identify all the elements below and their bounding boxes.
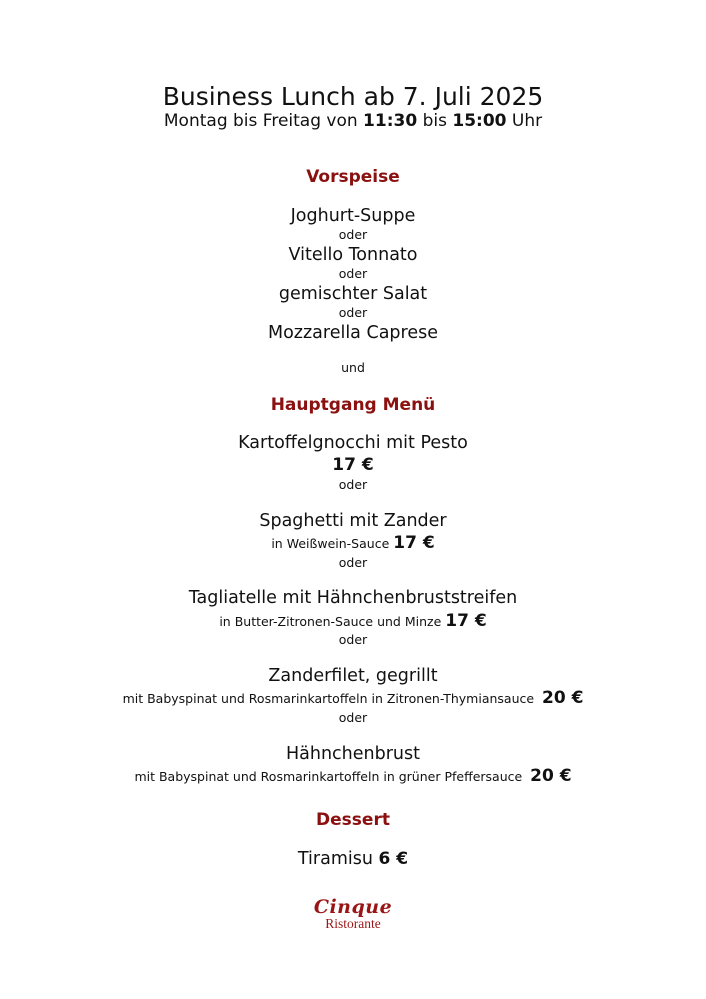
main-dish-price: 17 €: [445, 611, 487, 631]
main-dish-description: in Weißwein-Sauce: [271, 536, 390, 551]
oder-separator: oder: [338, 227, 368, 242]
dessert-name: Tiramisu: [297, 849, 373, 869]
oder-separator: oder: [338, 266, 368, 281]
main-dish-name: Kartoffelgnocchi mit Pesto: [238, 433, 468, 453]
main-dish-price: 20 €: [530, 766, 572, 786]
oder-separator: oder: [338, 632, 368, 647]
hours-text-post: Uhr: [511, 111, 543, 131]
main-dish-price-line: [0, 454, 706, 476]
logo-tagline: Ristorante: [325, 916, 381, 931]
starter-item: Vitello Tonnato: [288, 245, 418, 265]
page-title: Business Lunch ab 7. Juli 2025: [162, 82, 544, 111]
restaurant-logo: [0, 897, 706, 931]
und-separator: und: [341, 360, 365, 375]
starter-item: Joghurt-Suppe: [290, 206, 416, 226]
main-dish-detail-line: [0, 766, 706, 787]
hours-text-pre: Montag bis Freitag von: [163, 111, 358, 131]
main-dish-name: Tagliatelle mit Hähnchenbruststreifen: [188, 588, 518, 608]
section-heading-hauptgang: Hauptgang Menü: [270, 395, 436, 415]
main-dish-name: Zanderfilet, gegrillt: [268, 666, 438, 686]
main-dish-detail-line: [0, 688, 706, 709]
dessert-line: [0, 848, 706, 870]
main-dish-description: in Butter-Zitronen-Sauce und Minze: [219, 614, 442, 629]
oder-separator: oder: [338, 710, 368, 725]
hours-end: 15:00: [452, 111, 507, 131]
main-dish-price: 20 €: [542, 688, 584, 708]
main-dish-detail-line: [0, 611, 706, 632]
dessert-price: 6 €: [378, 849, 409, 869]
opening-hours: [0, 110, 706, 132]
starter-item: Mozzarella Caprese: [267, 323, 438, 343]
main-dish-name: Spaghetti mit Zander: [259, 511, 447, 531]
hours-start: 11:30: [363, 111, 418, 131]
logo-wordmark: Cinque: [313, 896, 393, 918]
hours-text-mid: bis: [422, 111, 447, 131]
main-dish-price: 17 €: [332, 455, 374, 475]
oder-separator: oder: [338, 305, 368, 320]
main-dish-description: mit Babyspinat und Rosmarinkartoffeln in grüner Pfeffersauce: [134, 769, 523, 784]
section-heading-vorspeise: Vorspeise: [306, 167, 400, 187]
oder-separator: oder: [338, 555, 368, 570]
section-heading-dessert: Dessert: [316, 810, 390, 830]
starter-item: gemischter Salat: [278, 284, 428, 304]
oder-separator: oder: [338, 477, 368, 492]
main-dish-name: Hähnchenbrust: [285, 744, 420, 764]
main-dish-description: mit Babyspinat und Rosmarinkartoffeln in Zitronen-Thymiansauce: [122, 691, 535, 706]
main-dish-price: 17 €: [393, 533, 435, 553]
main-dish-detail-line: [0, 533, 706, 554]
